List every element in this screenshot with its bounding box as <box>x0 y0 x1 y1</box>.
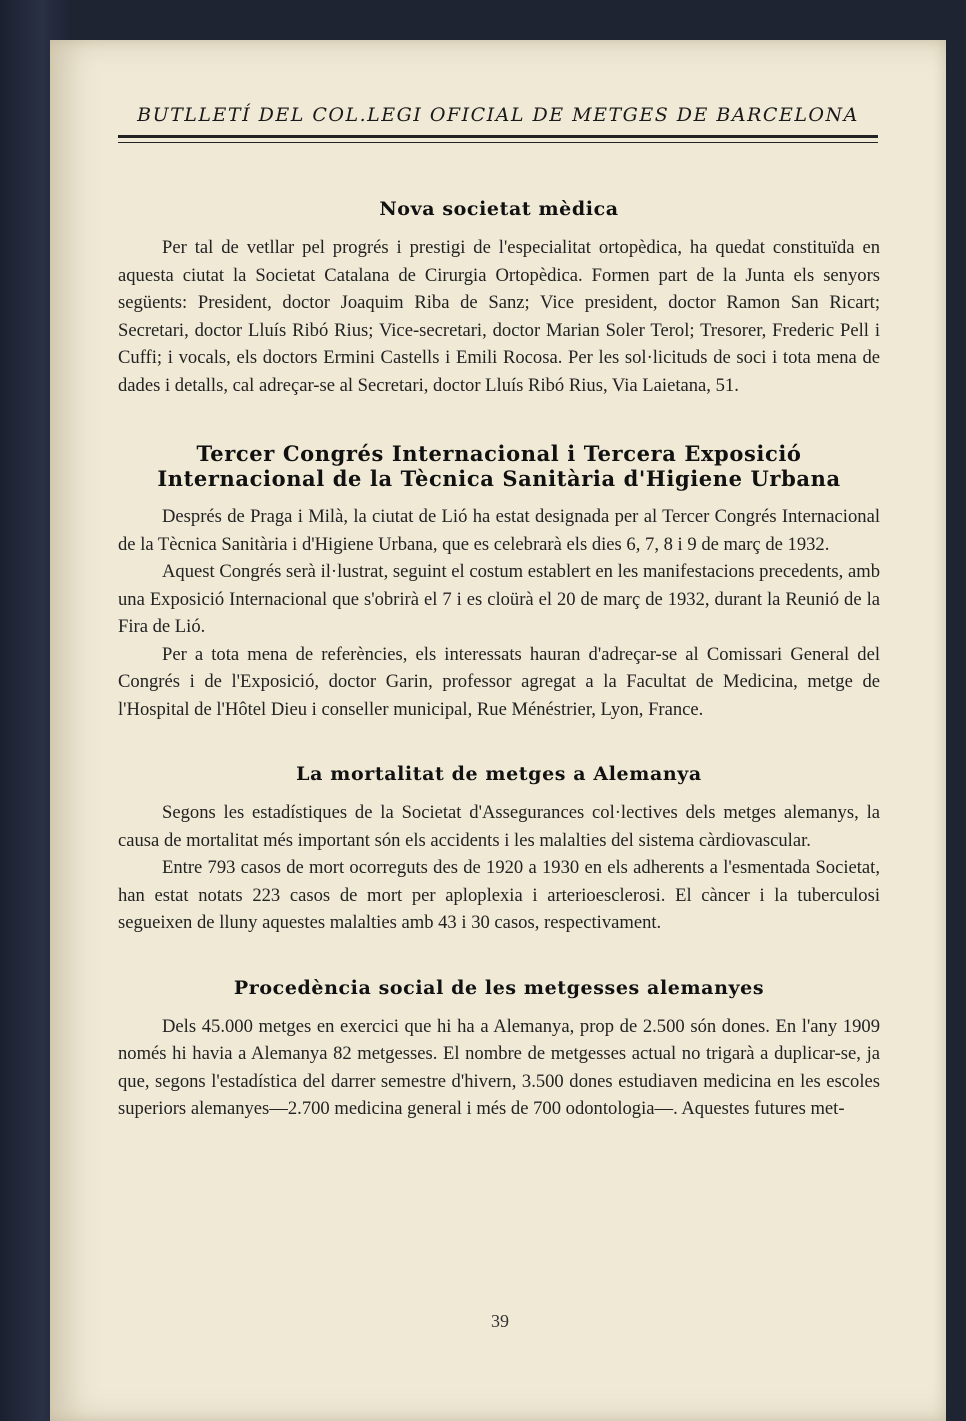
paragraph: Entre 793 casos de mort ocorreguts des de 1920 a 1930 en els adherents a l'esmentada Societat, han estat notats 223 casos de mort per aploplexia i arterioesclerosi. El càncer i la tuberculosi segueixen de lluny aquestes malalties amb 43 i 30 casos, respectivament. <box>118 857 880 933</box>
page-number: 39 <box>491 1311 509 1331</box>
section-title: Procedència social de les metgesses alemanyes <box>233 976 765 999</box>
paragraph: Per tal de vetllar pel progrés i prestigi de l'especialitat ortopèdica, ha quedat constituïda en aquesta ciutat la Societat Catalana de Cirurgia Ortopèdica. Formen part de la Junta els senyors següents: President, doctor Joaquim Riba de Sanz; Vice president, doctor Ramon San Ricart; Secretari, doctor Lluís Ribó Rius; Vice-secretari, doctor Marian Soler Terol; Tresorer, Frederic Pell i Cuffi; i vocals, els doctors Ermini Castells i Emili Rocosa. Per les sol·licituds de soci i tota mena de dades i detalls, cal adreçar-se al Secretari, doctor Lluís Ribó Rius, Via Laietana, 51. <box>118 237 880 396</box>
article-body <box>118 186 880 1123</box>
section-procedencia <box>118 975 880 1123</box>
section-title: La mortalitat de metges a Alemanya <box>296 763 702 785</box>
section-nova-societat <box>118 196 880 399</box>
paragraph: Després de Praga i Milà, la ciutat de Lió ha estat designada per al Tercer Congrés Internacional de la Tècnica Sanitària i d'Higiene Urbana, que es celebrarà els dies 6, 7, 8 i 9 de març de 1932. <box>118 506 880 555</box>
section-mortalitat <box>118 761 880 937</box>
paragraph: Per a tota mena de referències, els interessats hauran d'adreçar-se al Comissari General del Congrés i de l'Exposició, doctor Garin, professor agregat a la Facultat de Medicina, metge de l'Hospital de l'Hôtel Dieu i conseller municipal, Rue Ménéstrier, Lyon, France. <box>118 643 880 720</box>
section-title: Tercer Congrés Internacional i Tercera Exposició Internacional de la Tècnica Sanitària d'Higiene Urbana <box>157 441 841 491</box>
paragraph: Aquest Congrés serà il·lustrat, seguint el costum establert en les manifestacions precedents, amb una Exposició Internacional que s'obrirà el 7 i es cloürà el 20 de març de 1932, durant la Reunió de la Fira de Lió. <box>118 561 880 637</box>
journal-header: BUTLLETÍ DEL COL.LEGI OFICIAL DE METGES DE BARCELONA <box>137 104 859 126</box>
header-rule-thin <box>118 142 878 143</box>
header-rule-thick <box>118 135 878 138</box>
section-tercer-congres <box>118 441 880 723</box>
paragraph: Segons les estadístiques de la Societat d'Assegurances col·lectives dels metges alemanys, la causa de mortalitat més important són els accidents i les malalties del sistema càrdiovascular. <box>118 802 880 851</box>
paragraph: Dels 45.000 metges en exercici que hi ha a Alemanya, prop de 2.500 són dones. En l'any 1909 només hi havia a Alemanya 82 metgesses. El nombre de metgesses actual no trigarà a duplicar-se, ja que, segons l'estadística del darrer semestre d'hivern, 3.500 dones estudiaven medicina en les escoles superiors alemanyes—2.700 medicina general i més de 700 odontologia—. Aquestes futures met- <box>118 1015 880 1119</box>
section-title: Nova societat mèdica <box>379 198 619 220</box>
